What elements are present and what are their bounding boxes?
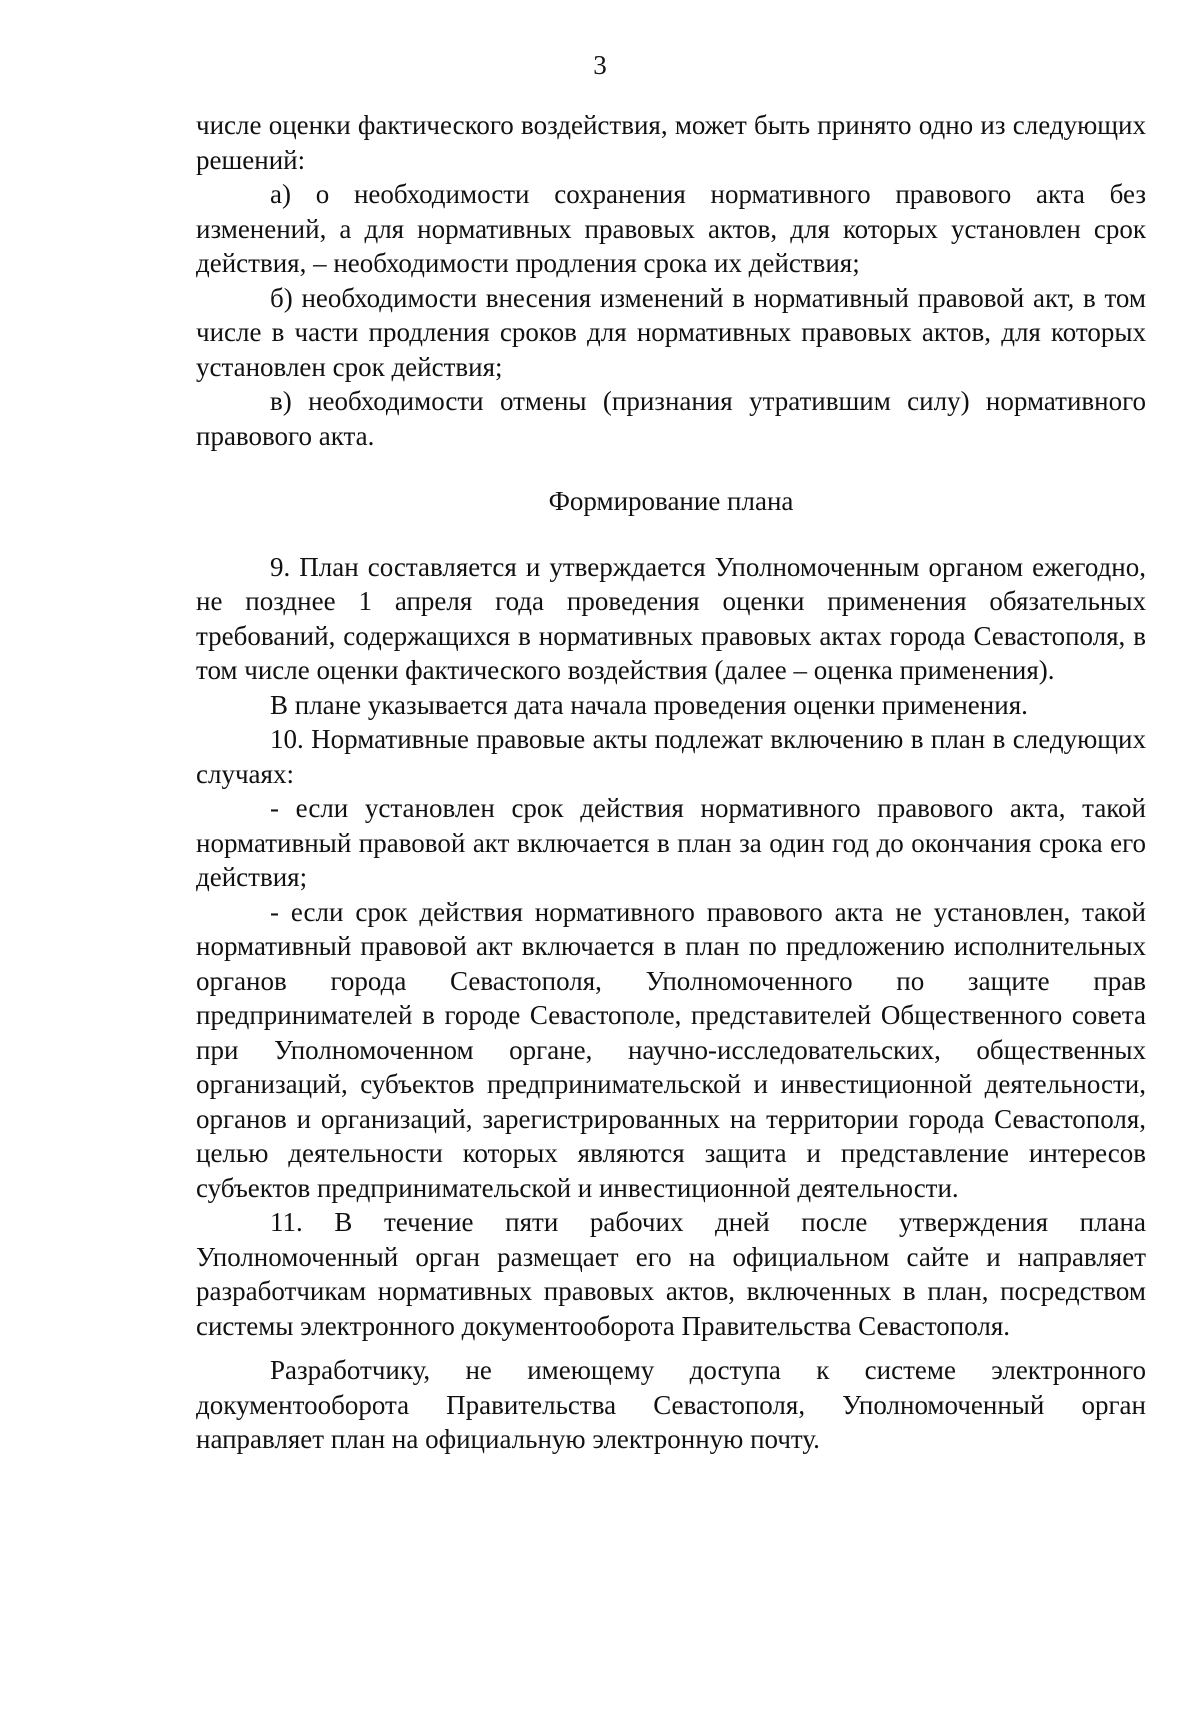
page-number: 3 (593, 50, 607, 80)
paragraph-developer-email: Разработчику, не имеющему доступа к системе электронного документооборота Правительства Севастополя, Уполномоченный орган направляет план на официальную электронную почту. (196, 1355, 1146, 1454)
paragraph-clause-9: 9. План составляется и утверждается Уполномоченным органом ежегодно, не позднее 1 апреля года проведения оценки применения обязательных требований, содержащихся в нормативных правовых актах города Севастополя, в том числе оценки фактического воздействия (далее – оценка применения). (196, 551, 1146, 685)
paragraph-plan-date: В плане указывается дата начала проведения оценки применения. (270, 689, 1028, 720)
paragraph-case-term-set: - если установлен срок действия нормативного правового акта, такой нормативный правовой акт включается в план за один год до окончания срока его действия; (196, 793, 1146, 892)
paragraph-clause-11: 11. В течение пяти рабочих дней после утверждения плана Уполномоченный орган размещает его на официальном сайте и направляет разработчикам нормативных правовых актов, включенных в план, посредством системы электронного документооборота Правительства Севастополя. (196, 1207, 1146, 1341)
section-heading: Формирование плана (548, 486, 794, 516)
document-body (196, 108, 1146, 1457)
paragraph-item-a: а) о необходимости сохранения нормативного правового акта без изменений, а для нормативных правовых актов, для которых установлен срок действия, – необходимости продления срока их действия; (196, 179, 1146, 278)
paragraph-item-b: б) необходимости внесения изменений в нормативный правовой акт, в том числе в части продления сроков для нормативных правовых актов, для которых установлен срок действия; (196, 282, 1146, 382)
paragraph-case-term-not-set: - если срок действия нормативного правового акта не установлен, такой нормативный правовой акт включается в план по предложению исполнительных органов города Севастополя, Уполномоченного по защите прав предпринимателей в городе Севастополе, представителей Общественного совета при Уполномоченном органе, научно-исследовательских, общественных организаций, субъектов предпринимательской и инвестиционной деятельности, органов и организаций, зарегистрированных на территории города Севастополя, целью деятельности которых являются защита и представление интересов субъектов предпринимательской и инвестиционной деятельности. (196, 896, 1146, 1203)
paragraph-item-v: в) необходимости отмены (признания утратившим силу) нормативного правового акта. (196, 386, 1146, 451)
paragraph-continuation: числе оценки фактического воздействия, может быть принято одно из следующих решений: (196, 110, 1146, 175)
paragraph-clause-10: 10. Нормативные правовые акты подлежат включению в план в следующих случаях: (196, 724, 1146, 789)
